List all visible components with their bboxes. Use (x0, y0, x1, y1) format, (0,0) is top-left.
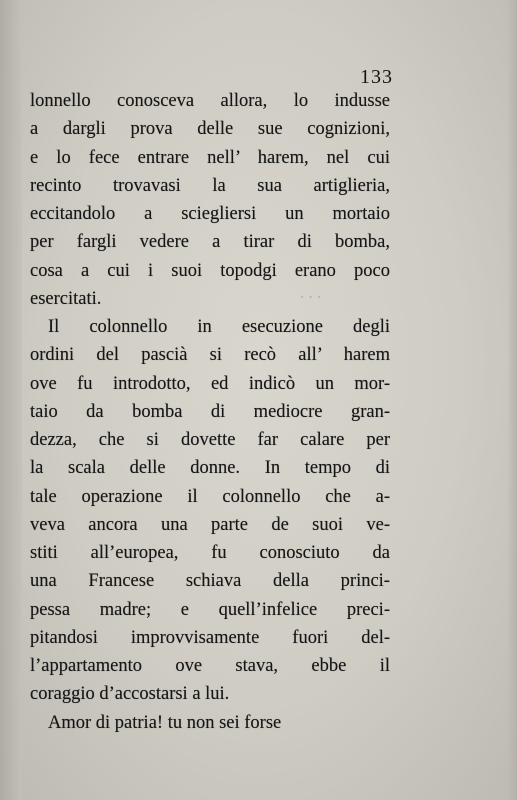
text-line-content: per fargli vedere a tirar di bomba, (30, 232, 390, 253)
text-line-content: ordini del pascià si recò all’ harem (30, 345, 390, 366)
text-line (30, 483, 390, 511)
text-line-content: una Francese schiava della princi- (30, 571, 390, 592)
text-line-content: lonnello conosceva allora, lo indusse (30, 91, 391, 111)
text-line (30, 511, 390, 539)
text-line (30, 341, 390, 369)
text-line (30, 172, 390, 200)
show-through-text: . . . (300, 283, 322, 302)
text-line-content: Il colonnello in esecuzione degli (48, 317, 390, 337)
text-line-content: esercitati. (30, 288, 102, 309)
text-line (30, 115, 390, 143)
text-line-content: e lo fece entrare nell’ harem, nel cui (30, 147, 390, 168)
text-line-content: Amor di patria! tu non sei forse (48, 712, 282, 733)
text-line (30, 624, 390, 652)
text-line (30, 454, 390, 482)
text-line (30, 370, 390, 398)
text-line-content: tale operazione il colonnello che a- (30, 486, 390, 507)
text-line-content: pessa madre; e quell’infelice preci- (30, 599, 390, 620)
body-text (30, 87, 390, 737)
page-edge-shadow (507, 0, 517, 800)
text-line (30, 426, 390, 454)
text-line (30, 313, 390, 341)
text-line-content: recinto trovavasi la sua artiglieria, (30, 175, 391, 196)
text-line (30, 144, 390, 172)
text-line (30, 596, 390, 624)
text-line (30, 539, 390, 567)
text-line-content: pitandosi improvvisamente fuori del- (30, 627, 391, 648)
text-line (30, 257, 390, 285)
page-gutter-shadow (0, 0, 22, 800)
text-line (30, 87, 390, 115)
text-line (30, 567, 390, 595)
text-line-content: a dargli prova delle sue cognizioni, (30, 119, 391, 140)
text-line-content: ove fu introdotto, ed indicò un mor- (30, 373, 390, 394)
text-line-content: taio da bomba di mediocre gran- (30, 401, 390, 422)
text-line-content: coraggio d’accostarsi a lui. (30, 684, 230, 705)
text-line (30, 398, 390, 426)
text-line-content: eccitandolo a sciegliersi un mortaio (30, 204, 390, 224)
text-line-content: la scala delle donne. In tempo di (30, 458, 391, 479)
text-line (30, 285, 390, 313)
text-line (30, 200, 390, 228)
text-line-content: dezza, che si dovette far calare per (30, 430, 390, 450)
text-line (30, 228, 390, 256)
text-line (30, 652, 390, 680)
text-line-content: veva ancora una parte de suoi ve- (30, 514, 391, 535)
text-line-content: cosa a cui i suoi topodgi erano poco (30, 260, 390, 281)
text-line (30, 680, 390, 708)
page-number: 133 (360, 66, 393, 88)
text-line-content: l’appartamento ove stava, ebbe il (30, 656, 390, 676)
text-line-content: stiti all’europea, fu conosciuto da (30, 543, 390, 563)
text-line (30, 709, 390, 737)
